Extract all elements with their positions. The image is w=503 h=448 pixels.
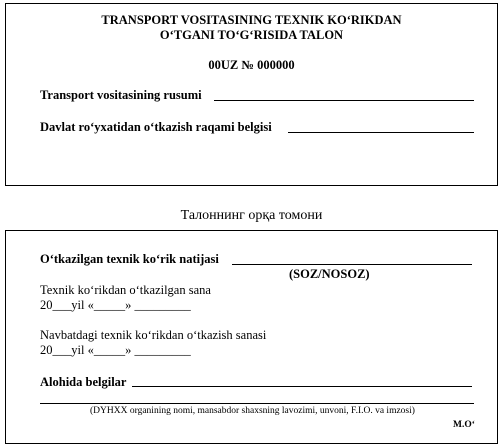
back-side-caption: Талоннинг орқа томони (180, 208, 323, 223)
talon-title-line1: TRANSPORT VOSITASINING TEXNIK KO‘RIKDAN (101, 13, 402, 27)
next-inspection-date-template: 20___yil «_____» _________ (40, 343, 191, 357)
inspection-result-blank-line (232, 264, 472, 265)
special-notes-label: Alohida belgilar (40, 375, 127, 389)
talon-serial-number: 00UZ № 000000 (208, 58, 295, 72)
stamp-place-label: M.O‘ (453, 420, 475, 430)
inspection-result-options: (SOZ/NOSOZ) (289, 267, 370, 281)
registration-plate-label: Davlat ro‘yxatidan o‘tkazish raqami belgisi (40, 120, 272, 134)
signature-caption: (DYHXX organining nomi, mansabdor shaxsning lavozimi, unvoni, F.I.O. va imzosi) (90, 406, 415, 416)
registration-plate-blank-line (288, 132, 474, 133)
signature-blank-line (40, 403, 474, 404)
vehicle-model-blank-line (214, 100, 474, 101)
special-notes-blank-line (132, 386, 472, 387)
talon-back-panel (5, 230, 498, 444)
inspection-result-label: O‘tkazilgan texnik ko‘rik natijasi (40, 252, 219, 266)
next-inspection-date-label: Navbatdagi texnik ko‘rikdan o‘tkazish sanasi (40, 328, 267, 342)
inspection-date-template: 20___yil «_____» _________ (40, 298, 191, 312)
inspection-date-label: Texnik ko‘rikdan o‘tkazilgan sana (40, 283, 211, 297)
talon-title-line2: O‘TGANI TO‘G‘RISIDA TALON (159, 28, 344, 42)
vehicle-model-label: Transport vositasining rusumi (40, 88, 202, 102)
talon-front-panel (5, 3, 498, 186)
